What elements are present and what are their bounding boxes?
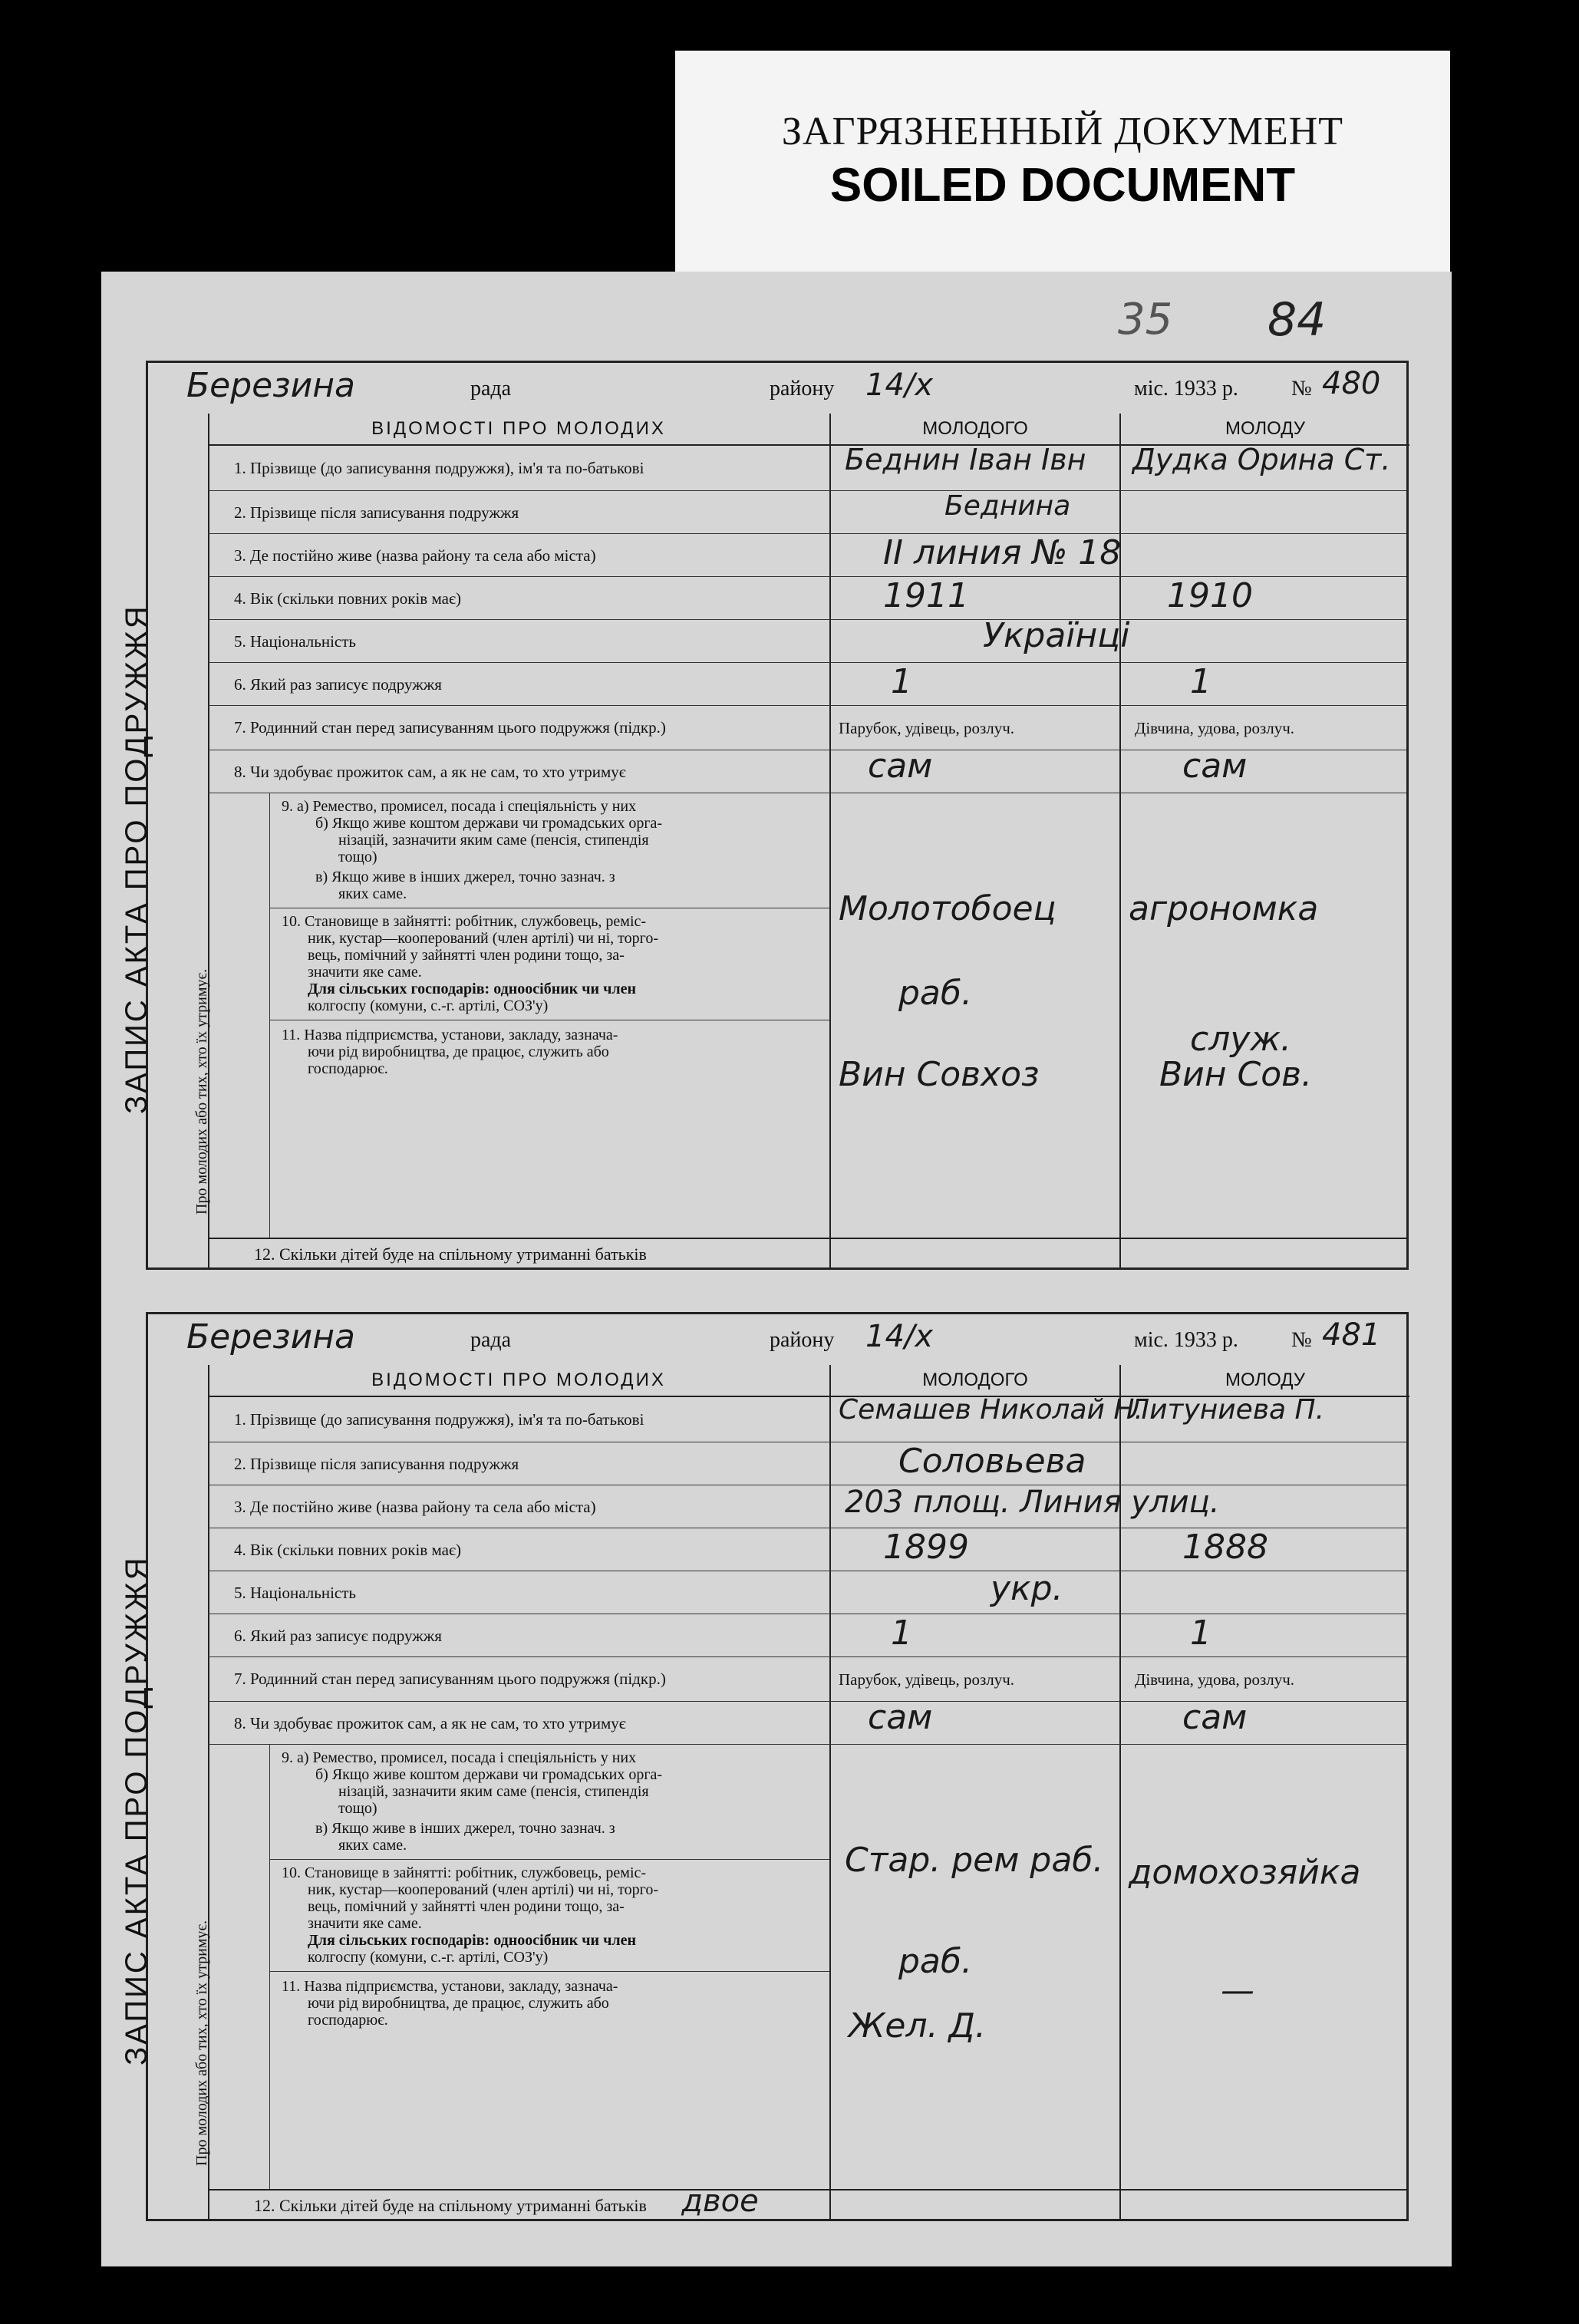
bride-workplace: Вин Сов.: [1159, 1055, 1313, 1094]
record-number: 481: [1322, 1317, 1381, 1353]
row-1: 1. Прізвище (до записування подружжя), ім'я та по-батькові: [208, 444, 1406, 491]
groom-support: сам: [868, 1698, 933, 1737]
bride-name: Литуниева П.: [1129, 1394, 1325, 1426]
row-8: 8. Чи здобуває прожиток сам, а як не сам, то хто утримує: [208, 1701, 1406, 1745]
row-7: 7. Родинний стан перед записуванням цього подружжя (підкр.): [208, 705, 1406, 750]
bride-support: сам: [1182, 1698, 1248, 1737]
marriage-record-2: [120, 1312, 1409, 2221]
month-year-label: міс. 1933 р.: [1134, 1328, 1238, 1352]
marriage-record-1: [120, 361, 1409, 1270]
label-russian: ЗАГРЯЗНЕННЫЙ ДОКУМЕНТ: [781, 110, 1344, 153]
row-4: 4. Вік (скільки повних років має): [208, 576, 1406, 620]
groom-name: Беднин Іван Івн: [845, 443, 1086, 476]
groom-status: раб.: [898, 974, 973, 1013]
raion-label: району: [770, 1328, 835, 1352]
row-2: 2. Прізвище після записування подружжя: [208, 1442, 1406, 1485]
rada-handwritten: Березина: [186, 366, 355, 405]
groom-status-options: Парубок, удівець, розлуч.: [839, 1670, 1015, 1689]
surname-after: Соловьева: [898, 1442, 1086, 1481]
date-handwritten: 14/х: [865, 368, 934, 403]
soiled-document-label: [675, 51, 1450, 281]
col-bride-header: МОЛОДУ: [1121, 1365, 1409, 1397]
date-handwritten: 14/х: [865, 1319, 934, 1354]
side-title-text: ЗАПИС АКТА ПРО ПОДРУЖЖЯ: [120, 604, 153, 1114]
groom-occupation: Стар. рем раб.: [845, 1841, 1104, 1880]
residence: ІІ линия № 18: [883, 533, 1122, 572]
bride-status-options: Дівчина, удова, розлуч.: [1135, 1670, 1295, 1689]
row-3: 3. Де постійно живе (назва району та села або міста): [208, 1485, 1406, 1528]
rada-label: рада: [470, 1328, 512, 1352]
groom-age: 1899: [883, 1528, 969, 1567]
times-bride: 1: [1190, 662, 1211, 701]
col-info-header: ВІДОМОСТІ ПРО МОЛОДИХ: [208, 1365, 829, 1397]
raion-label: району: [770, 377, 835, 401]
bride-occupation: домохозяйка: [1129, 1853, 1361, 1892]
groom-status: раб.: [898, 1942, 973, 1981]
row-5: 5. Національність: [208, 1571, 1406, 1614]
row-6: 6. Який раз записує подружжя: [208, 1614, 1406, 1657]
record-number: 480: [1322, 366, 1381, 401]
bride-status: служ.: [1190, 1020, 1291, 1059]
number-label: №: [1291, 1328, 1312, 1352]
row-4: 4. Вік (скільки повних років має): [208, 1528, 1406, 1571]
ink-page-number: 84: [1267, 293, 1327, 347]
row-7: 7. Родинний стан перед записуванням цього подружжя (підкр.): [208, 1656, 1406, 1702]
number-label: №: [1291, 377, 1312, 401]
bride-name: Дудка Орина Ст.: [1132, 443, 1391, 476]
rows-9-11: Про молодих або тих, хто їх утримує. 9. а) Ремество, промисел, посада і спеціяльність у них б) Якщо живе коштом держави чи громадських орга- нізацій, зазначити яким саме (пенсія, стипендія тощо) в) Якщо живе в інших джерел, точно зазнач. з яких саме. 10. Становище в зайнятті: робітник, службовець, реміс- ник, кустар—кооперований (член артілі) чи ні, торго- вець, помічний у зайнятті член родини тощо, за- значити яке саме. Для сільських господарів: одноосібник чи член колгоспу (комуни, с.-г. артілі, СОЗ'у) 11. Назва підприємства, установи, закладу, зазнача- ючи рід виробництва, де працює, служить або господарює.: [208, 1744, 1406, 2190]
bride-age: 1888: [1182, 1528, 1268, 1567]
groom-workplace: Жел. Д.: [849, 2006, 986, 2045]
record-header: [148, 1314, 1406, 1365]
row-8: 8. Чи здобуває прожиток сам, а як не сам, то хто утримує: [208, 750, 1406, 793]
row-6: 6. Який раз записує подружжя: [208, 662, 1406, 706]
groom-occupation: Молотобоец: [839, 889, 1057, 928]
times-bride: 1: [1190, 1614, 1211, 1653]
nationality: Українці: [983, 616, 1130, 655]
nationality: укр.: [991, 1569, 1063, 1608]
pencil-page-number: 35: [1118, 295, 1173, 344]
times-groom: 1: [891, 1614, 912, 1653]
rada-label: рада: [470, 377, 512, 401]
document-page: [101, 272, 1452, 2266]
record-table: [193, 414, 1406, 1267]
col-groom-header: МОЛОДОГО: [831, 414, 1119, 446]
residence: 203 площ. Линия улиц.: [845, 1485, 1220, 1520]
bride-status: —: [1221, 1971, 1254, 2010]
record-table: [193, 1365, 1406, 2219]
bride-age: 1910: [1167, 576, 1253, 615]
label-english: SOILED DOCUMENT: [829, 159, 1296, 212]
groom-support: сам: [868, 747, 933, 786]
row-3: 3. Де постійно живе (назва району та села або міста): [208, 533, 1406, 577]
record-header: [148, 363, 1406, 414]
month-year-label: міс. 1933 р.: [1134, 377, 1238, 401]
side-title-text: ЗАПИС АКТА ПРО ПОДРУЖЖЯ: [120, 1555, 153, 2065]
surname-after: Беднина: [944, 490, 1071, 522]
children-row: 12. Скільки дітей буде на спільному утриманні батьків: [254, 1244, 647, 1264]
groom-status-options: Парубок, удівець, розлуч.: [839, 719, 1015, 737]
rada-handwritten: Березина: [186, 1317, 355, 1356]
bride-status-options: Дівчина, удова, розлуч.: [1135, 719, 1295, 737]
bride-occupation: агрономка: [1129, 889, 1319, 928]
children-row: 12. Скільки дітей буде на спільному утриманні батьків двое: [254, 2184, 759, 2219]
row-2: 2. Прізвище після записування подружжя: [208, 490, 1406, 534]
times-groom: 1: [891, 662, 912, 701]
row-1: 1. Прізвище (до записування подружжя), ім'я та по-батькові: [208, 1396, 1406, 1442]
col-info-header: ВІДОМОСТІ ПРО МОЛОДИХ: [208, 414, 829, 446]
col-bride-header: МОЛОДУ: [1121, 414, 1409, 446]
groom-name: Семашев Николай Н.: [839, 1394, 1143, 1426]
rows-9-11: Про молодих або тих, хто їх утримує. 9. а) Ремество, промисел, посада і спеціяльність у них б) Якщо живе коштом держави чи громадських орга- нізацій, зазначити яким саме (пенсія, стипендія тощо) в) Якщо живе в інших джерел, точно зазнач. з яких саме. 10. Становище в зайнятті: робітник, службовець, реміс- ник, кустар—кооперований (член артілі) чи ні, торго- вець, помічний у зайнятті член родини тощо, за- значити яке саме. Для сільських господарів: одноосібник чи член колгоспу (комуни, с.-г. артілі, СОЗ'у) 11. Назва підприємства, установи, закладу, зазнача- ючи рід виробництва, де працює, служить або господарює.: [208, 793, 1406, 1239]
bride-support: сам: [1182, 747, 1248, 786]
groom-age: 1911: [883, 576, 969, 615]
col-groom-header: МОЛОДОГО: [831, 1365, 1119, 1397]
row-5: 5. Національність: [208, 619, 1406, 663]
groom-workplace: Вин Совхоз: [839, 1055, 1040, 1094]
children-count: двое: [681, 2184, 759, 2219]
